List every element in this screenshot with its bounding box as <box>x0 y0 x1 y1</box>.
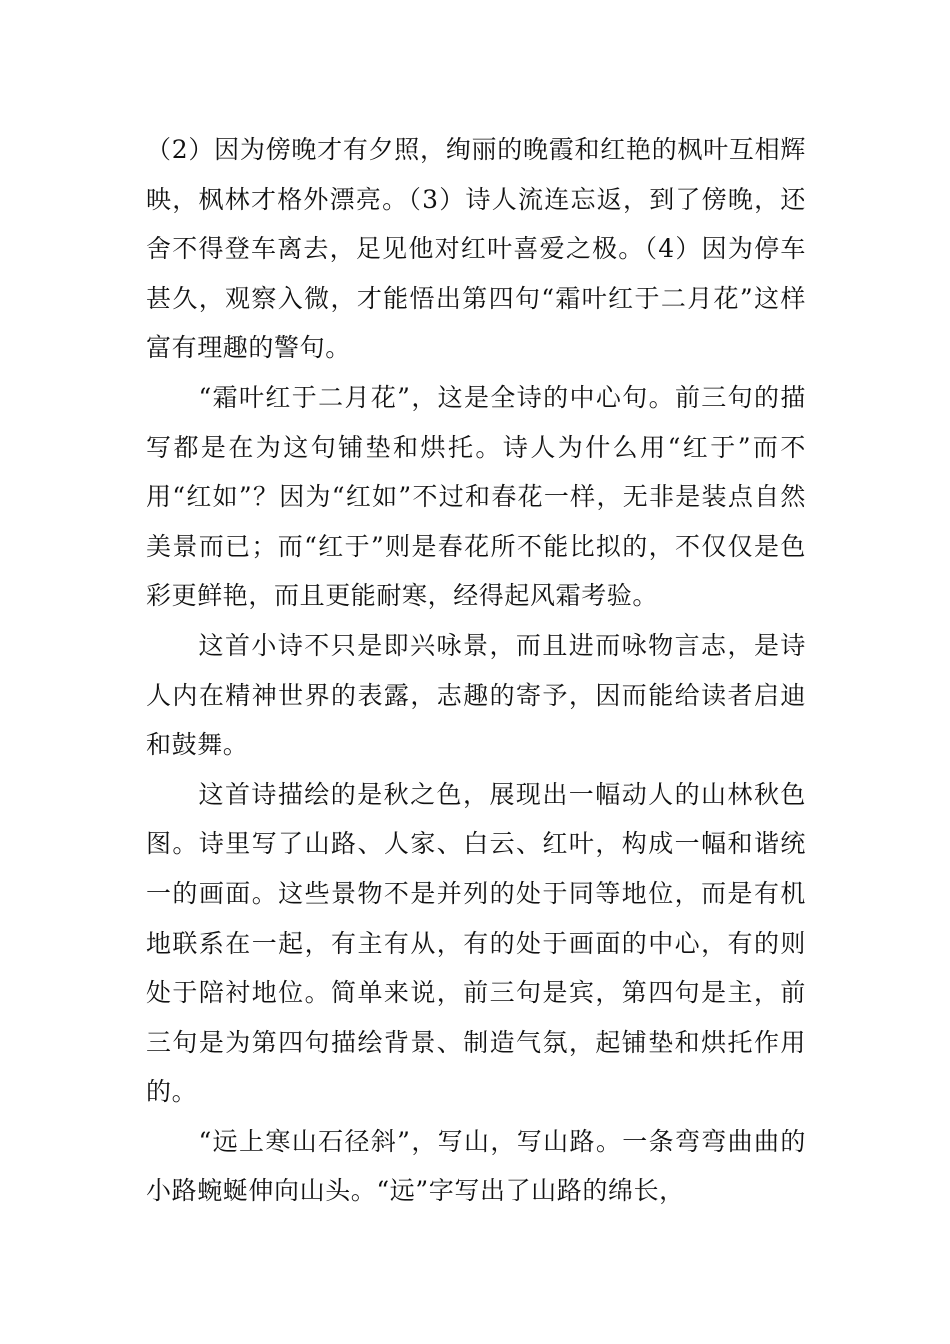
paragraph-5: “远上寒山石径斜”，写山，写山路。一条弯弯曲曲的小路蜿蜒伸向山头。“远”字写出了山路的绵长， <box>146 1126 806 1206</box>
document-page <box>146 125 806 1216</box>
paragraph-1: （2）因为傍晚才有夕照，绚丽的晚霞和红艳的枫叶互相辉映，枫林才格外漂亮。（3）诗人流连忘返，到了傍晚，还舍不得登车离去，足见他对红叶喜爱之极。（4）因为停车甚久，观察入微，才能悟出第四句“霜叶红于二月花”这样富有理趣的警句。 <box>146 135 806 363</box>
paragraph-4: 这首诗描绘的是秋之色，展现出一幅动人的山林秋色图。诗里写了山路、人家、白云、红叶，构成一幅和谐统一的画面。这些景物不是并列的处于同等地位，而是有机地联系在一起，有主有从，有的处于画面的中心，有的则处于陪衬地位。简单来说，前三句是宾，第四句是主，前三句是为第四句描绘背景、制造气氛，起铺垫和烘托作用的。 <box>146 779 806 1107</box>
paragraph-3: 这首小诗不只是即兴咏景，而且进而咏物言志，是诗人内在精神世界的表露，志趣的寄予，因而能给读者启迪和鼓舞。 <box>146 630 806 760</box>
paragraph-2: “霜叶红于二月花”，这是全诗的中心句。前三句的描写都是在为这句铺垫和烘托。诗人为什么用“红于”而不用“红如”？因为“红如”不过和春花一样，无非是装点自然美景而已；而“红于”则是春花所不能比拟的，不仅仅是色彩更鲜艳，而且更能耐寒，经得起风霜考验。 <box>146 382 806 611</box>
